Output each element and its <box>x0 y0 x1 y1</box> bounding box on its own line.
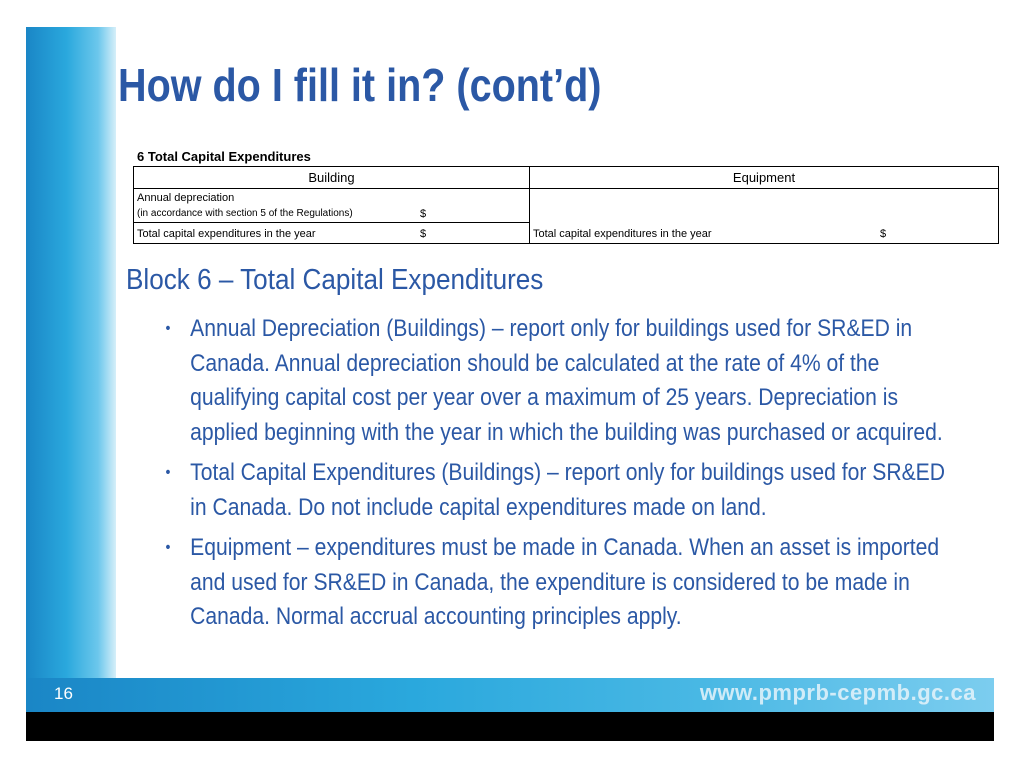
equipment-header: Equipment <box>530 167 998 189</box>
bullet-item-equipment <box>162 531 967 635</box>
equipment-total-dollar-sign: $ <box>880 228 887 240</box>
bullet-text: Total Capital Expenditures (Buildings) – report only for buildings used for SR&ED in Canada. Do not include capital expenditures made on land. <box>190 459 945 521</box>
bullet-list <box>162 312 967 641</box>
form-caption: 6 Total Capital Expenditures <box>137 149 311 164</box>
bullet-dot-icon: • <box>165 539 171 556</box>
bullet-dot-icon: • <box>165 320 171 337</box>
bullet-item-annual-depreciation <box>162 312 967 450</box>
slide-title: How do I fill it in? (cont’d) <box>118 59 602 111</box>
block-heading: Block 6 – Total Capital Expenditures <box>126 264 544 296</box>
bottom-black-bar <box>26 712 994 741</box>
bullet-dot-icon: • <box>165 464 171 481</box>
equipment-column <box>530 167 998 243</box>
left-accent-bar <box>26 27 116 682</box>
regulation-note: (in accordance with section 5 of the Regulations) <box>137 208 353 219</box>
bullet-text: Annual Depreciation (Buildings) – report only for buildings used for SR&ED in Canada. Annual depreciation should be calculated at the rate of 4% of the qualifying capital cost per year over a maximum of 25 years. Depreciation is applied beginning with the year in which the building was purchased or acquired. <box>190 315 943 446</box>
building-total-label: Total capital expenditures in the year <box>137 228 316 240</box>
row-divider <box>134 222 530 223</box>
footer-url: www.pmprb-cepmb.gc.ca <box>699 680 976 705</box>
building-total-dollar-sign: $ <box>420 228 427 240</box>
bullet-item-total-capital <box>162 456 967 525</box>
building-column <box>134 167 530 243</box>
equipment-total-label: Total capital expenditures in the year <box>533 228 712 240</box>
page-number: 16 <box>54 684 73 703</box>
annual-depreciation-label: Annual depreciation <box>137 192 235 204</box>
depreciation-dollar-sign: $ <box>420 208 427 220</box>
building-header: Building <box>134 167 529 189</box>
bullet-text: Equipment – expenditures must be made in Canada. When an asset is imported and used for SR&ED in Canada, the expenditure is considered to be made in Canada. Normal accrual accounting principles apply. <box>190 534 940 630</box>
capital-expenditures-form <box>133 166 999 244</box>
